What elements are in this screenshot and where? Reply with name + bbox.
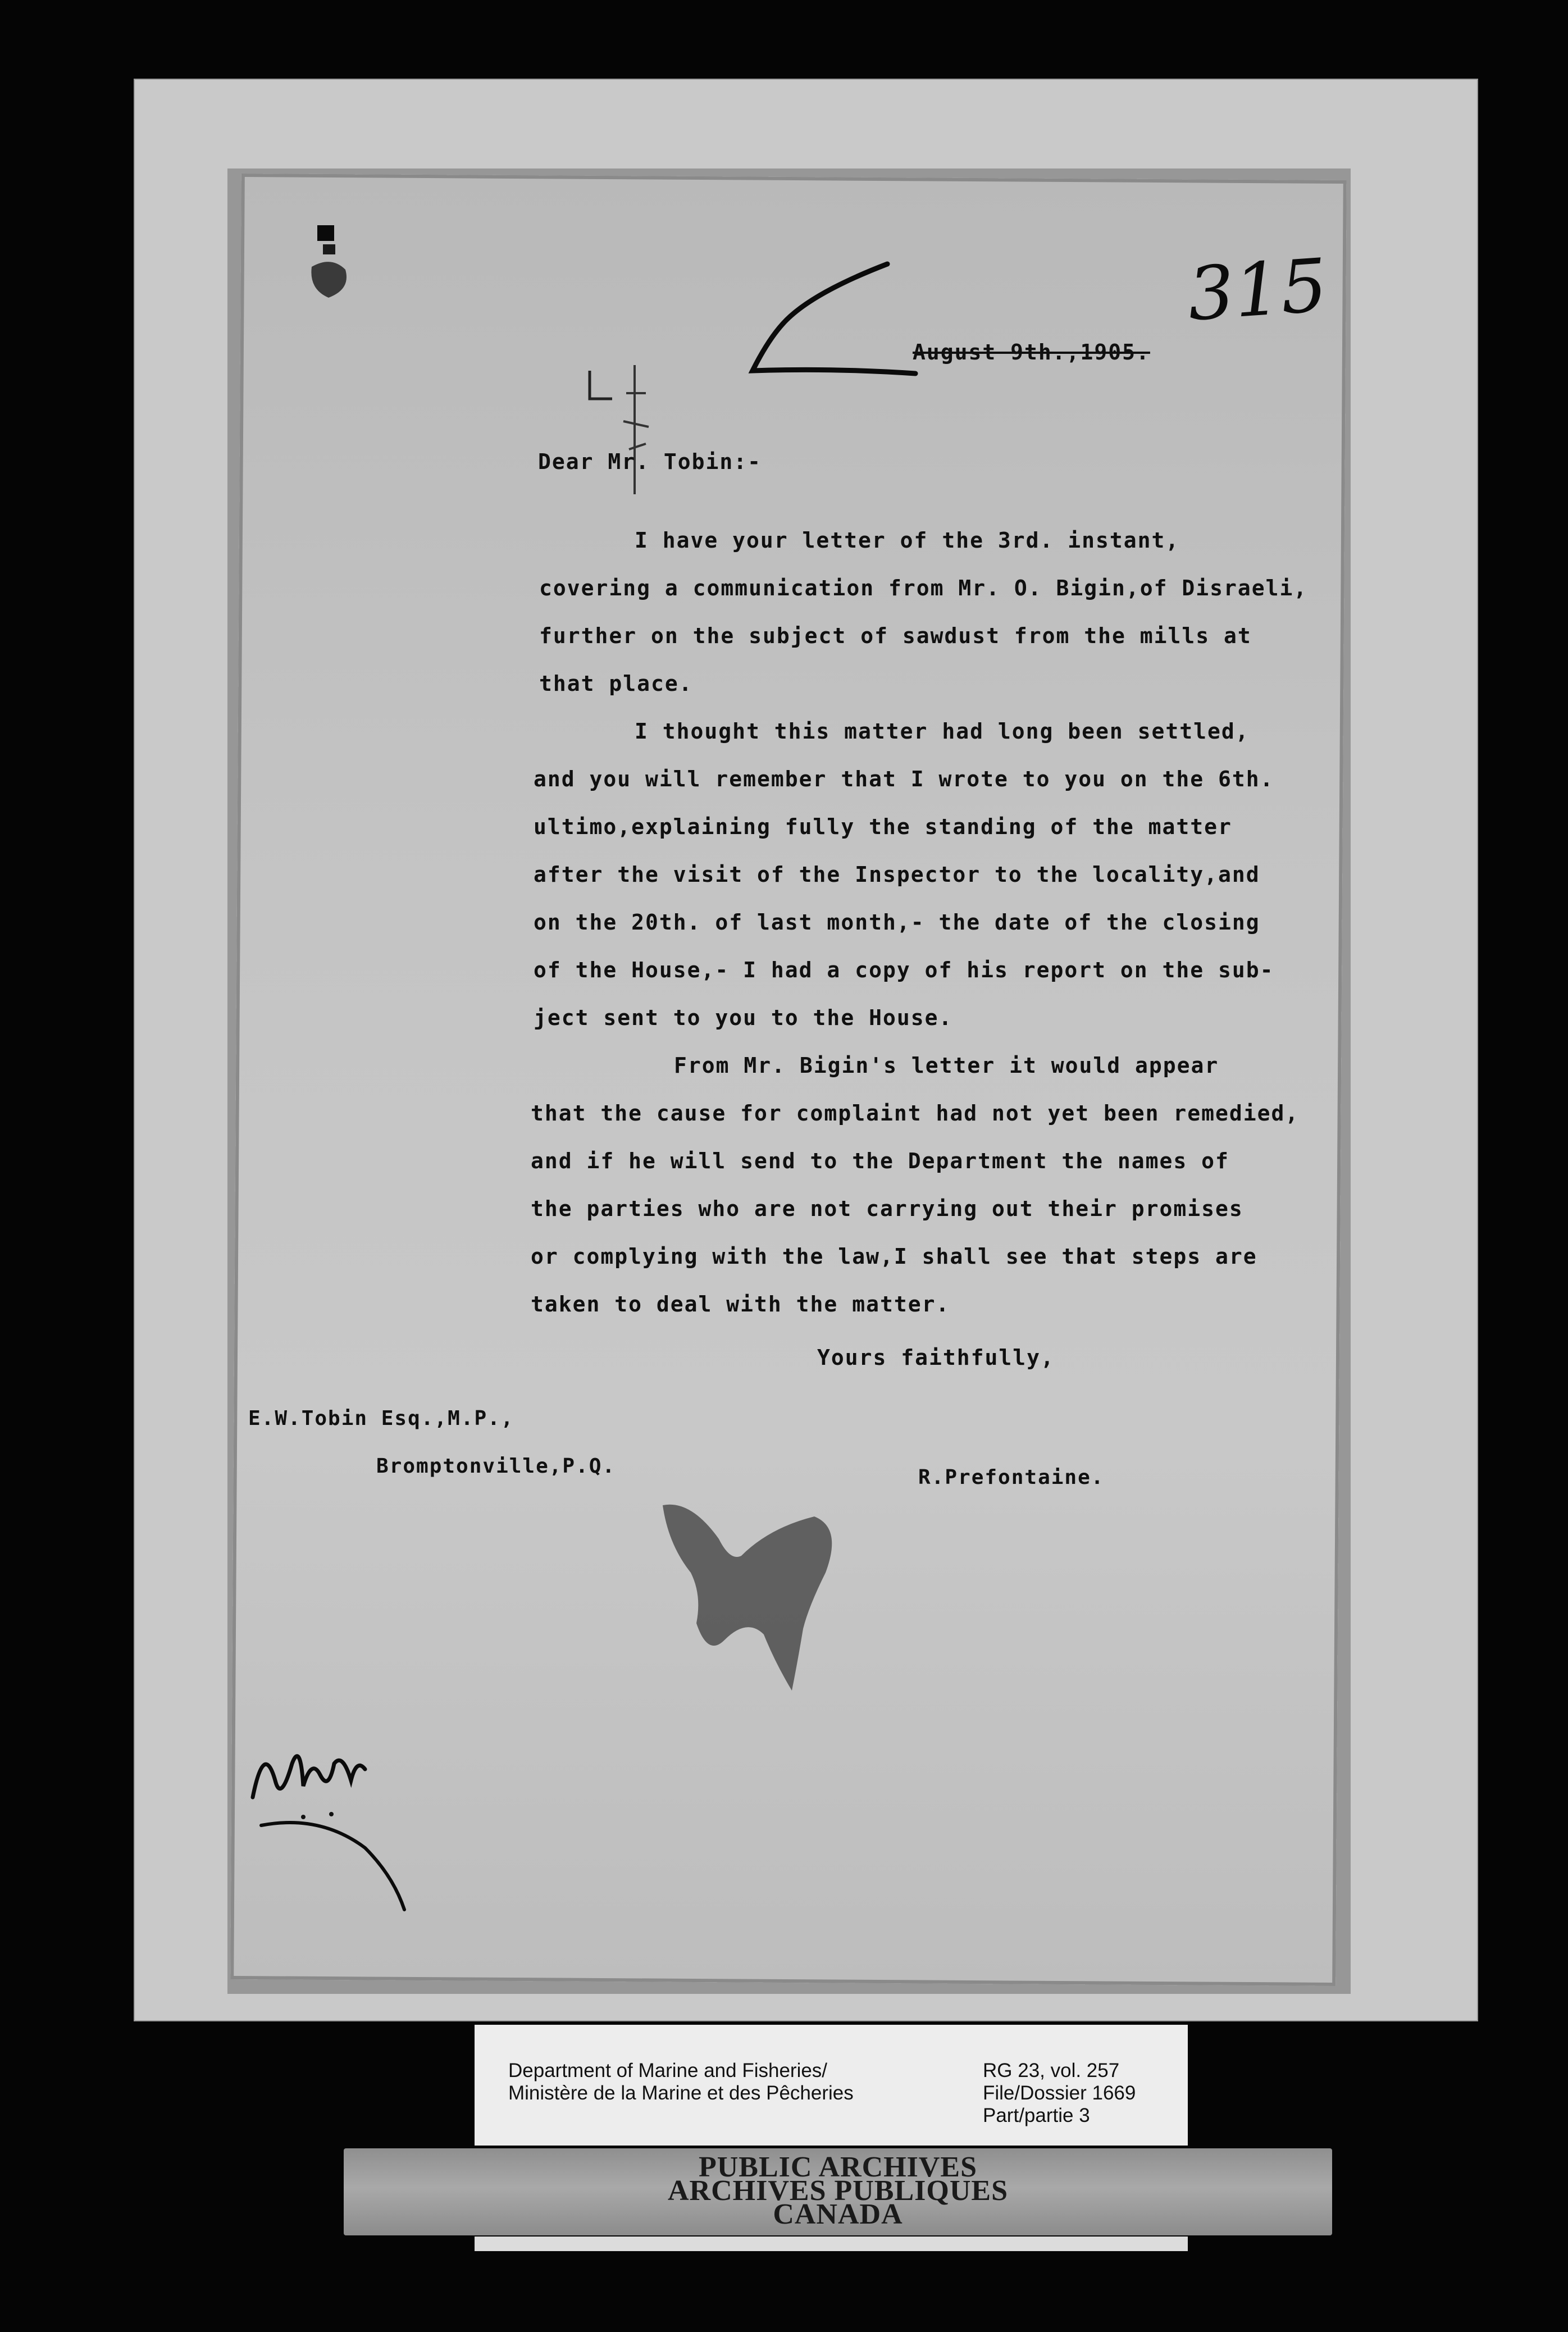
body-line: taken to deal with the matter. [531,1292,950,1317]
body-line: and if he will send to the Department the names of [531,1149,1229,1173]
signer-name: R.Prefontaine. [918,1466,1105,1489]
banner-line-country: CANADA [773,2198,903,2230]
part-number: Part/partie 3 [983,2105,1090,2126]
folio-number: 315 [1185,242,1330,338]
body-line: of the House,- I had a copy of his report on the sub- [534,958,1274,982]
closing: Yours faithfully, [817,1345,1055,1370]
file-number: File/Dossier 1669 [983,2082,1136,2104]
body-line: after the visit of the Inspector to the locality,and [534,862,1260,887]
body-line: the parties who are not carrying out their promises [531,1196,1243,1221]
handwritten-bracket-mark [747,258,932,388]
body-line: on the 20th. of last month,- the date of the closing [534,910,1260,935]
addressee-town: Bromptonville,P.Q. [376,1455,616,1478]
body-line: that the cause for complaint had not yet been remedied, [531,1101,1300,1126]
body-line: further on the subject of sawdust from the mills at [539,623,1252,648]
letter-date: August 9th.,1905. [913,340,1150,365]
public-archives-banner [344,2148,1332,2235]
punch-hole-mark [306,222,357,306]
department-name-en: Department of Marine and Fisheries/ [508,2060,828,2082]
addressee-name: E.W.Tobin Esq.,M.P., [248,1407,514,1430]
label-bottom-strip [475,2237,1188,2251]
body-line: covering a communication from Mr. O. Bigin,of Disraeli, [539,576,1308,600]
banner-line-en: PUBLIC ARCHIVES [698,2151,978,2183]
body-line: I thought this matter had long been settled, [635,719,1250,744]
body-line: From Mr. Bigin's letter it would appear [674,1053,1219,1078]
body-line: ultimo,explaining fully the standing of the matter [534,814,1232,839]
salutation: Dear Mr. Tobin:- [538,449,762,474]
body-line: or complying with the law,I shall see that steps are [531,1244,1257,1269]
banner-line-fr: ARCHIVES PUBLIQUES [667,2175,1009,2207]
ink-stain [657,1494,848,1696]
pencil-annotation-mark [578,359,674,505]
handwritten-initials [236,1707,449,1921]
body-line: I have your letter of the 3rd. instant, [635,528,1180,553]
archive-reference-label [475,2025,1188,2146]
record-group: RG 23, vol. 257 [983,2060,1120,2082]
body-line: ject sent to you to the House. [534,1005,953,1030]
department-name-fr: Ministère de la Marine et des Pêcheries [508,2082,854,2104]
body-line: that place. [539,671,693,696]
body-line: and you will remember that I wrote to you on the 6th. [534,767,1274,791]
